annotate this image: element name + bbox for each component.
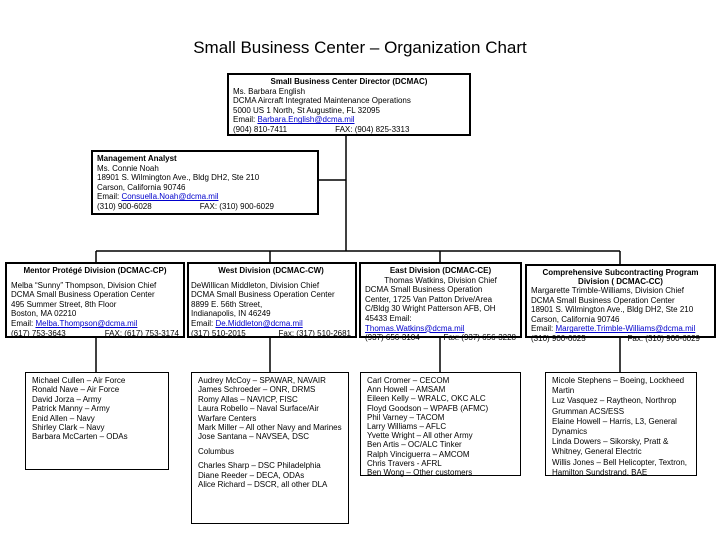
- staff-item: Audrey McCoy – SPAWAR, NAVAIR: [198, 376, 326, 385]
- division-email-link[interactable]: Melba.Thompson@dcma.mil: [35, 318, 138, 328]
- division-line: Center, 1725 Van Patton Drive/Area: [365, 294, 493, 304]
- staff-item: Elaine Howell – Harris, L3, General Dynamics: [552, 416, 677, 437]
- staff-item: Shirley Clark – Navy: [32, 423, 105, 433]
- staff-item: David Jorza – Army: [32, 394, 102, 404]
- staff-item: Luz Vasquez – Raytheon, Northrop Grumman ACS/ESS: [552, 396, 677, 416]
- director-line: 5000 US 1 North, St Augustine, FL 32095: [233, 105, 380, 115]
- staff-item: Diane Reeder – DECA, ODAs: [198, 470, 305, 480]
- staff-item: Mark Miller – All other Navy and Marines: [198, 423, 342, 433]
- division-fax: Fax: (937) 656-3228: [443, 333, 516, 343]
- staff-item: Michael Cullen – Air Force: [32, 376, 126, 385]
- division-fax: Fax: (310) 900-6029: [627, 333, 700, 343]
- analyst-box: [91, 150, 319, 215]
- division-phone: (937) 656-3104: [365, 333, 420, 343]
- division-phone: (317) 510-2015: [191, 328, 246, 338]
- division-email-label: Email:: [531, 324, 556, 334]
- division-email-label: Email:: [11, 318, 36, 328]
- division-line: Indianapolis, IN 46249: [191, 309, 271, 319]
- staff-item: Carl Cromer – CECOM: [367, 376, 450, 385]
- division-line: Margarette Trimble-Williams, Division Chief: [531, 286, 684, 295]
- director-fax: FAX: (904) 825-3313: [335, 124, 410, 134]
- staff-item: Charles Sharp – DSC Philadelphia: [198, 461, 321, 471]
- staff-item: Barbara McCarten – ODAs: [32, 432, 128, 442]
- staff-item: Floyd Goodson – WPAFB (AFMC): [367, 403, 489, 413]
- staff-item: Jose Santana – NAVSEA, DSC: [198, 432, 310, 442]
- director-heading: Small Business Center Director (DCMAC): [270, 77, 428, 86]
- chart-title: Small Business Center – Organization Chart: [193, 38, 527, 57]
- staff-item: Chris Travers - AFRL: [367, 458, 442, 468]
- staff-item: Ann Howell – AMSAM: [367, 385, 446, 395]
- division-line: Boston, MA 02210: [11, 309, 77, 319]
- director-email-label: Email:: [233, 115, 258, 125]
- division-email-link[interactable]: Margarette.Trimble-Williams@dcma.mil: [555, 324, 696, 334]
- division-line: DCMA Small Business Operation Center: [531, 295, 675, 305]
- division-line: 45433 Email:: [365, 313, 412, 323]
- staff-list-west: [191, 372, 349, 524]
- staff-item: Ben Wong – Other customers: [367, 468, 473, 478]
- analyst-line: Carson, California 90746: [97, 182, 186, 192]
- analyst-email-link[interactable]: Consuella.Noah@dcma.mil: [121, 192, 219, 202]
- director-box: [227, 73, 471, 136]
- division-line: 18901 S. Wilmington Ave., Bldg DH2, Ste 210: [531, 305, 694, 315]
- staff-item: Romy Allas – NAVICP, FISC: [198, 394, 298, 404]
- division-box-west: [187, 262, 357, 338]
- division-line: 495 Summer Street, 8th Floor: [11, 299, 117, 309]
- staff-item: Yvette Wright – All other Army: [367, 431, 473, 441]
- division-line: DCMA Small Business Operation: [365, 285, 483, 295]
- division-fax: FAX: (617) 753-3174: [104, 328, 179, 338]
- staff-item: Patrick Manny – Army: [32, 404, 110, 414]
- staff-item: Phil Varney – TACOM: [367, 412, 445, 422]
- staff-list-mentor-protege: [25, 372, 169, 470]
- staff-item: James Schroeder – ONR, DRMS: [198, 385, 316, 395]
- division-phone: (617) 753-3643: [11, 328, 66, 338]
- division-line: DeWillican Middleton, Division Chief: [191, 280, 320, 290]
- division-fax: Fax: (317) 510-2681: [278, 328, 351, 338]
- analyst-heading: Management Analyst: [97, 154, 177, 163]
- division-line: DCMA Small Business Operation Center: [191, 290, 335, 300]
- division-line: DCMA Small Business Operation Center: [11, 290, 155, 300]
- staff-item: Micole Stephens – Boeing, Lockheed Martin: [552, 376, 685, 396]
- staff-item: Laura Robello – Naval Surface/Air Warfare Centers: [198, 404, 319, 423]
- division-box-comprehensive-subcontracting: [525, 264, 716, 343]
- division-line: Melba “Sunny” Thompson, Division Chief: [11, 280, 157, 290]
- analyst-phone: (310) 900-6028: [97, 201, 152, 211]
- staff-item: Linda Dowers – Sikorsky, Pratt & Whitney, General Electric: [552, 437, 669, 457]
- analyst-line: 18901 S. Wilmington Ave., Bldg DH2, Ste 210: [97, 173, 260, 183]
- division-email-label: Email:: [191, 318, 216, 328]
- division-line: 8899 E. 56th Street,: [191, 299, 263, 309]
- division-email-link[interactable]: Thomas.Watkins@dcma.mil: [365, 323, 465, 333]
- analyst-email-label: Email:: [97, 192, 122, 202]
- staff-item: Willis Jones – Bell Helicopter, Textron, Hamilton Sundstrand, BAE: [552, 457, 688, 477]
- staff-item: Columbus: [198, 446, 235, 456]
- division-heading: Mentor Protégé Division (DCMAC-CP): [23, 266, 167, 275]
- division-heading: East Division (DCMAC-CE): [389, 266, 492, 275]
- director-email-link[interactable]: Barbara.English@dcma.mil: [257, 115, 355, 125]
- staff-list-comprehensive-subcontracting: [545, 372, 697, 476]
- division-line: Thomas Watkins, Division Chief: [384, 275, 497, 285]
- division-box-mentor-protege: [5, 262, 185, 338]
- division-email-link[interactable]: De.Middleton@dcma.mil: [215, 318, 303, 328]
- division-line: C/Bldg 30 Wright Patterson AFB, OH: [365, 304, 496, 314]
- staff-item: Alice Richard – DSCR, all other DLA: [198, 480, 328, 490]
- staff-item: Ben Artis – OC/ALC Tinker: [367, 440, 462, 450]
- division-line: Carson, California 90746: [531, 314, 620, 324]
- staff-item: Eileen Kelly – WRALC, OKC ALC: [367, 394, 486, 404]
- staff-item: Larry Williams – AFLC: [367, 422, 447, 432]
- director-line: Ms. Barbara English: [233, 86, 306, 96]
- division-box-east: [359, 262, 522, 343]
- division-phone: (310) 900-6025: [531, 333, 586, 343]
- director-line: DCMA Aircraft Integrated Maintenance Operations: [233, 96, 411, 106]
- division-heading: Comprehensive Subcontracting Program Division ( DCMAC-CC): [542, 268, 699, 286]
- staff-item: Ronald Nave – Air Force: [32, 385, 120, 395]
- director-phone: (904) 810-7411: [233, 124, 288, 134]
- division-heading: West Division (DCMAC-CW): [218, 266, 324, 275]
- staff-item: Ralph Vinciguerra – AMCOM: [367, 449, 470, 459]
- analyst-line: Ms. Connie Noah: [97, 163, 159, 173]
- analyst-fax: FAX: (310) 900-6029: [199, 201, 274, 211]
- staff-list-east: [360, 372, 521, 476]
- staff-item: Enid Allen – Navy: [32, 413, 95, 423]
